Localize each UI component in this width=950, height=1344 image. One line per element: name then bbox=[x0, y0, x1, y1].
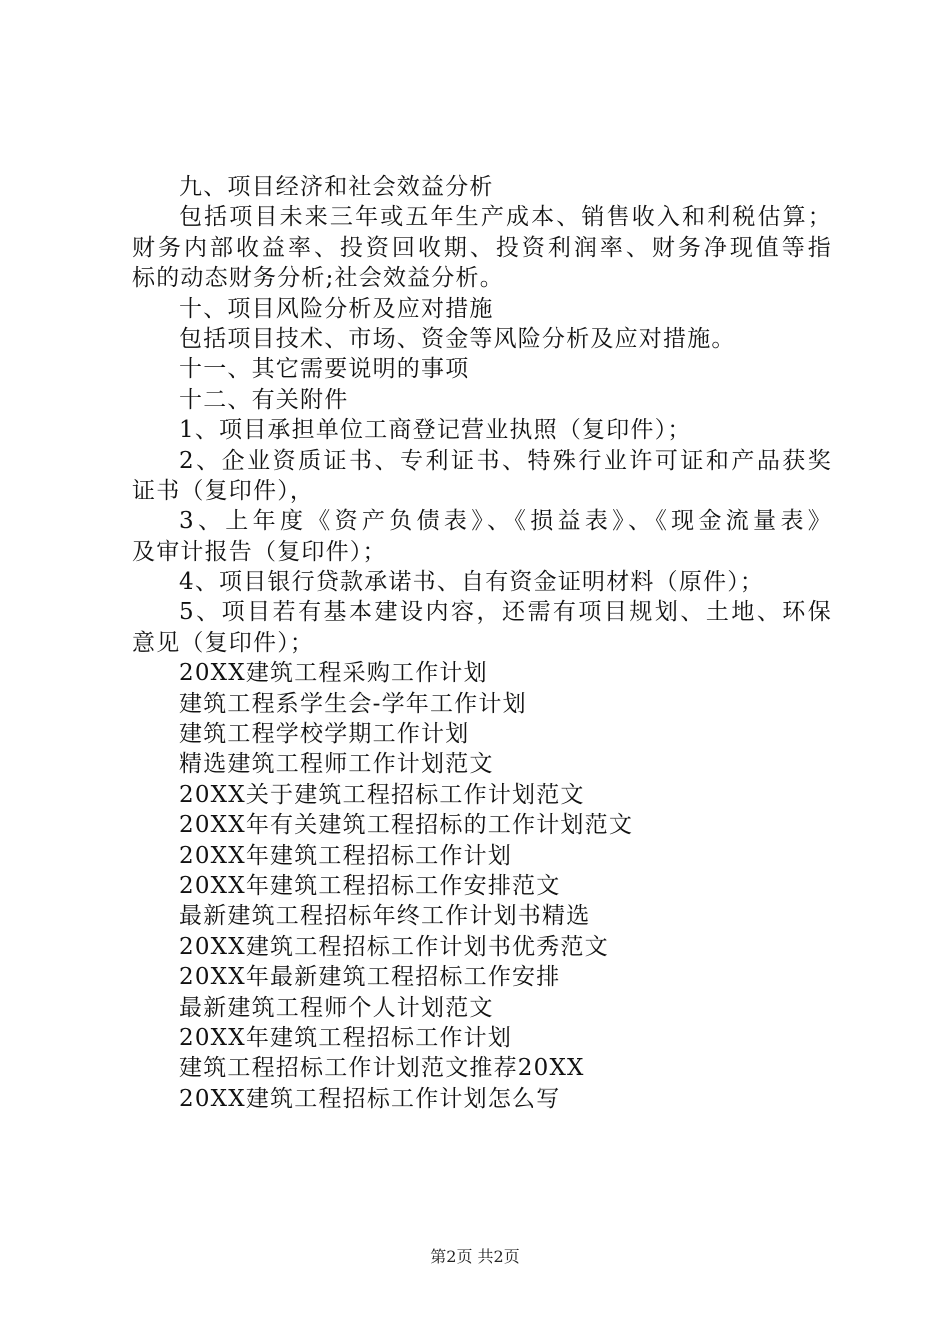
text-line: 意见（复印件）； bbox=[132, 629, 315, 656]
text-line: 建筑工程系学生会-学年工作计划 bbox=[179, 690, 527, 717]
text-line: 包括项目未来三年或五年生产成本、销售收入和利税估算； bbox=[179, 204, 832, 231]
text-line: 20XX关于建筑工程招标工作计划范文 bbox=[179, 781, 585, 808]
text-line: 证书（复印件）， bbox=[132, 477, 315, 504]
text-line: 建筑工程学校学期工作计划 bbox=[179, 721, 470, 748]
page-footer: 第2页 共2页 bbox=[430, 1247, 520, 1266]
text-line: 20XX建筑工程招标工作计划怎么写 bbox=[179, 1085, 561, 1112]
text-line: 十二、有关附件 bbox=[179, 386, 349, 413]
text-line: 2、企业资质证书、专利证书、特殊行业许可证和产品获奖 bbox=[179, 447, 832, 474]
text-line: 财务内部收益率、投资回收期、投资利润率、财务净现值等指 bbox=[132, 234, 832, 261]
text-line: 精选建筑工程师工作计划范文 bbox=[179, 751, 494, 778]
text-line: 20XX建筑工程采购工作计划 bbox=[179, 660, 488, 687]
text-line: 3、上年度《资产负债表》、《损益表》、《现金流量表》 bbox=[179, 508, 832, 535]
text-line: 20XX年最新建筑工程招标工作安排 bbox=[179, 964, 561, 991]
document-body bbox=[132, 172, 832, 1114]
text-line: 20XX年建筑工程招标工作计划 bbox=[179, 842, 513, 869]
text-line: 十、项目风险分析及应对措施 bbox=[179, 295, 494, 322]
text-line: 包括项目技术、市场、资金等风险分析及应对措施。 bbox=[179, 325, 736, 352]
text-line: 最新建筑工程招标年终工作计划书精选 bbox=[179, 903, 591, 930]
text-line: 4、项目银行贷款承诺书、自有资金证明材料（原件）； bbox=[179, 569, 765, 596]
text-line: 20XX年有关建筑工程招标的工作计划范文 bbox=[179, 812, 634, 839]
text-line: 20XX年建筑工程招标工作计划 bbox=[179, 1024, 513, 1051]
text-line: 十一、其它需要说明的事项 bbox=[179, 356, 470, 383]
text-line: 及审计报告（复印件）； bbox=[132, 538, 387, 565]
text-line: 标的动态财务分析;社会效益分析。 bbox=[132, 265, 504, 292]
text-line: 1、项目承担单位工商登记营业执照（复印件）； bbox=[179, 417, 692, 444]
text-line: 20XX建筑工程招标工作计划书优秀范文 bbox=[179, 933, 609, 960]
text-line: 5、项目若有基本建设内容，还需有项目规划、土地、环保 bbox=[179, 599, 832, 626]
text-line: 最新建筑工程师个人计划范文 bbox=[179, 994, 494, 1021]
text-line: 建筑工程招标工作计划范文推荐20XX bbox=[179, 1055, 585, 1082]
text-line: 20XX年建筑工程招标工作安排范文 bbox=[179, 872, 561, 899]
text-line: 九、项目经济和社会效益分析 bbox=[179, 174, 494, 200]
